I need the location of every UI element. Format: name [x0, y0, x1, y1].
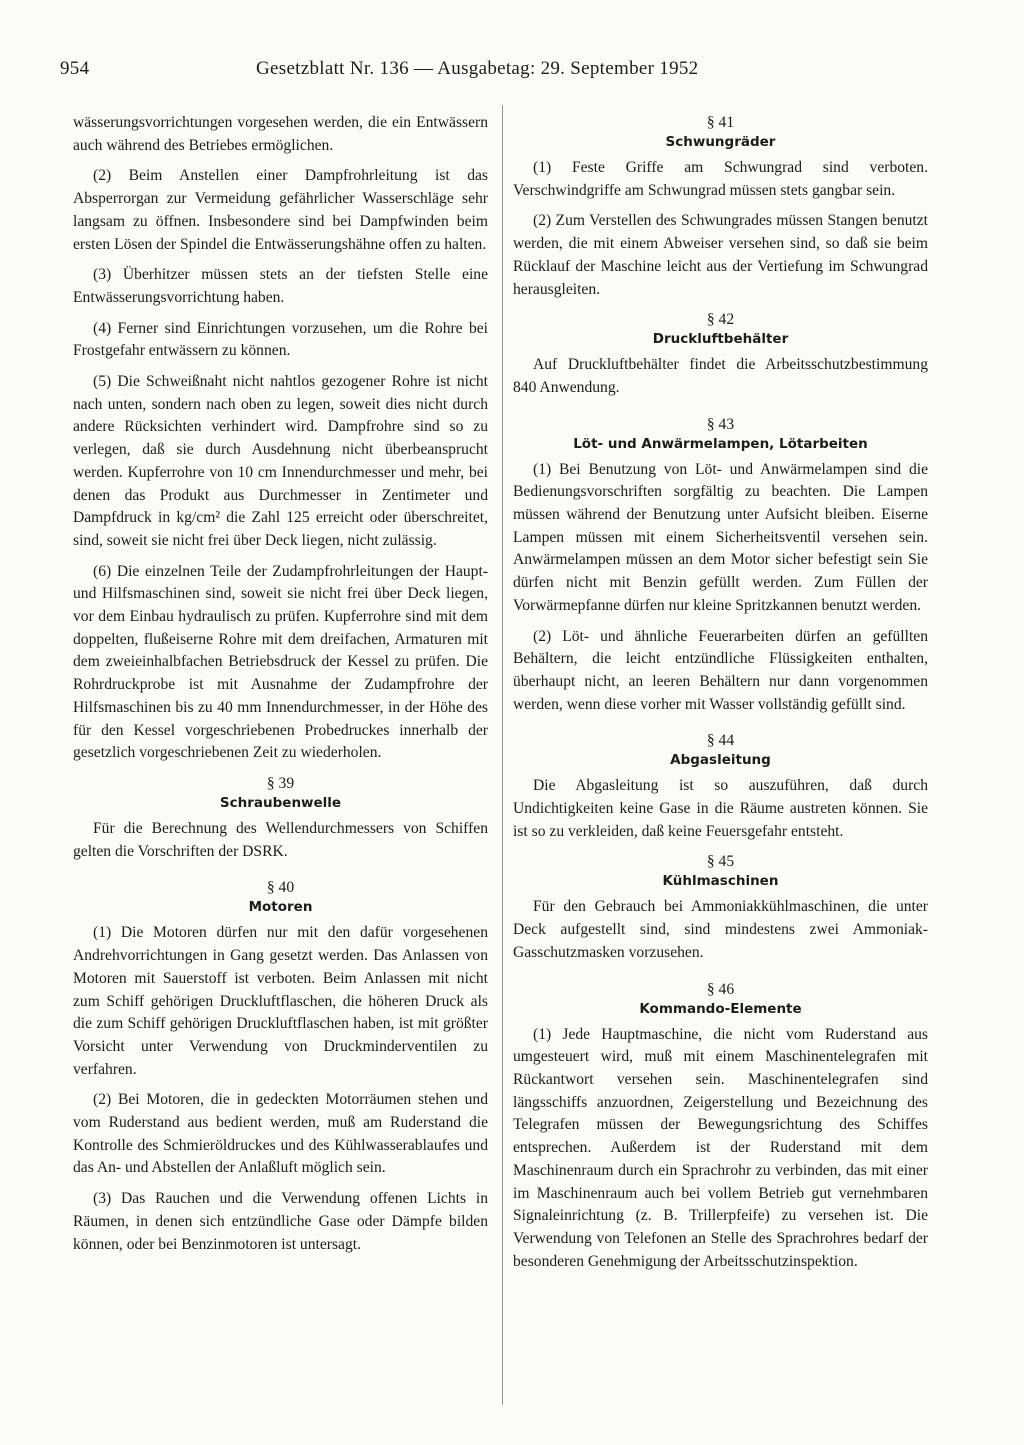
paragraph: (1) Feste Griffe am Schwungrad sind verboten. Verschwindgriffe am Schwungrad müssen stets gangbar sein. [513, 159, 928, 199]
page-number: 954 [60, 58, 90, 79]
paragraph: Die Abgasleitung ist so auszuführen, daß durch Undichtigkeiten keine Gase in die Räume austreten können. Sie ist so zu verkleiden, daß keine Feuersgefahr entsteht. [513, 777, 928, 840]
paragraph: (3) Das Rauchen und die Verwendung offenen Lichts in Räumen, in denen sich entzündliche Gase oder Dämpfe bilden können, oder bei Benzinmotoren ist untersagt. [73, 1190, 488, 1253]
right-column [513, 112, 928, 1281]
section-number: § 39 [266, 774, 295, 792]
paragraph: (5) Die Schweißnaht nicht nahtlos gezogener Rohre ist nicht nach unten, sondern nach oben zu legen, soweit dies nicht durch andere Rücksichten verhindert wird. Dampfrohre sind so zu verlegen, daß sie durch Ausdehnung nicht überbeansprucht werden. Kupferrohre von 10 cm Innendurchmesser und mehr, bei denen das Produkt aus Durchmesser in Zentimeter und Dampfdruck in kg/cm² die Zahl 125 erreicht oder überschreitet, sind, soweit sie nicht frei über Deck liegen, nicht zulässig. [73, 373, 488, 549]
section-number: § 41 [706, 114, 735, 131]
section-number: § 44 [706, 732, 735, 750]
section-title: Löt- und Anwärmelampen, Lötarbeiten [573, 435, 868, 452]
section-title: Schraubenwelle [219, 794, 342, 811]
paragraph: (2) Zum Verstellen des Schwungrades müssen Stangen benutzt werden, die mit einem Abweiser versehen sind, so daß sie beim Rücklauf der Maschine leicht aus der Vertiefung im Schwungrad herausgleiten. [513, 212, 928, 298]
section-title: Kühlmaschinen [662, 873, 779, 890]
section-number: § 43 [706, 415, 735, 433]
paragraph: Für die Berechnung des Wellendurchmessers von Schiffen gelten die Vorschriften der DSRK. [73, 819, 488, 860]
paragraph: (2) Beim Anstellen einer Dampfrohrleitung ist das Absperrorgan zur Vermeidung gefährlicher Wasserschläge sehr langsam zu öffnen. Insbesondere sind bei Dampfwinden beim ersten Lösen der Spindel die Entwässerungshähne offen zu halten. [73, 167, 488, 253]
paragraph: (1) Die Motoren dürfen nur mit den dafür vorgesehenen Andrehvorrichtungen in Gang gesetzt werden. Das Anlassen von Motoren mit Sauerstoff ist verboten. Beim Anlassen mit nicht zum Schiff gehörigen Druckluftflaschen, die höheren Druck als die zum Schiff gehörigen Druckluftflaschen haben, ist mit größter Vorsicht unter Verwendung von Druckminderventilen zu verfahren. [73, 924, 488, 1078]
paragraph: (2) Bei Motoren, die in gedeckten Motorräumen stehen und vom Ruderstand aus bedient werden, muß am Ruderstand die Kontrolle des Schmieröldruckes und des Kühlwasserablaufes und das An- und Abstellen der Anlaßluft möglich sein. [73, 1091, 488, 1177]
section-number: § 40 [266, 879, 295, 897]
paragraph: (6) Die einzelnen Teile der Zudampfrohrleitungen der Haupt- und Hilfsmaschinen sind, soweit sie nicht frei über Deck liegen, vor dem Einbau hydraulisch zu prüfen. Kupferrohre sind mit dem doppelten, flußeiserne Rohre mit dem dreifachen, Armaturen mit dem zweieinhalbfachen Betriebsdruck der Kessel zu prüfen. Die Rohrdruckprobe ist mit Ausnahme der Zudampfrohre der Hilfsmaschinen bis zu 40 mm Innendurchmesser, in der Höhe des für den Kessel vorgeschriebenen Probedruckes innerhalb der gesetzlich vorgeschriebenen Zeit zu wiederholen. [73, 562, 488, 762]
section-number: § 46 [706, 980, 735, 998]
section-title: Druckluftbehälter [652, 331, 789, 348]
paragraph: (3) Überhitzer müssen stets an der tiefsten Stelle eine Entwässerungsvorrichtung haben. [73, 266, 488, 306]
section-number: § 42 [706, 311, 735, 329]
section-title: Kommando-Elemente [639, 1000, 802, 1017]
page-header [60, 58, 960, 92]
section-title: Schwungräder [665, 134, 776, 150]
column-divider [502, 105, 503, 1405]
paragraph: (4) Ferner sind Einrichtungen vorzusehen, um die Rohre bei Frostgefahr entwässern zu können. [73, 319, 488, 360]
section-title: Motoren [248, 899, 313, 916]
paragraph: (2) Löt- und ähnliche Feuerarbeiten dürfen an gefüllten Behältern, die leicht entzündliche Flüssigkeiten enthalten, überhaupt nicht, an leeren Behältern nur dann vorgenommen werden, wenn diese vorher mit Wasser vollständig gefüllt sind. [513, 627, 928, 713]
paragraph: Für den Gebrauch bei Ammoniakkühlmaschinen, die unter Deck aufgestellt sind, sind mindestens zwei Ammoniak-Gasschutzmasken vorzusehen. [513, 898, 928, 961]
paragraph: Auf Druckluftbehälter findet die Arbeitsschutzbestimmung 840 Anwendung. [513, 356, 928, 396]
section-title: Abgasleitung [670, 752, 771, 769]
header-title: Gesetzblatt Nr. 136 — Ausgabetag: 29. September 1952 [256, 58, 699, 79]
section-number: § 45 [706, 853, 735, 871]
left-column [73, 112, 488, 1264]
paragraph: wässerungsvorrichtungen vorgesehen werden, die ein Entwässern auch während des Betriebes ermöglichen. [73, 114, 488, 154]
paragraph: (1) Bei Benutzung von Löt- und Anwärmelampen sind die Bedienungsvorschriften sorgfältig zu beachten. Die Lampen müssen während der Benutzung unter Aufsicht bleiben. Eiserne Lampen müssen mit einem Sicherheitsventil versehen sein. Anwärmelampen müssen an dem Motor sicher befestigt sein Sie dürfen nicht mit Benzin gefüllt werden. Zum Füllen der Vorwärmepfanne dürfen nur kleine Spritzkannen benutzt werden. [513, 460, 928, 614]
paragraph: (1) Jede Hauptmaschine, die nicht vom Ruderstand aus umgesteuert wird, muß mit einem Maschinentelegrafen mit Rückantwort versehen sein. Maschinentelegrafen sind längsschiffs anzuordnen, Zeigerstellung und Bezeichnung des Telegrafen müssen der Bewegungsrichtung des Schiffes entsprechen. Außerdem ist der Ruderstand mit dem Maschinenraum durch ein Sprachrohr zu verbinden, das mit einer im Maschinenraum auch bei vollem Betrieb gut vernehmbaren Signaleinrichtung (z. B. Trillerpfeife) zu versehen ist. Die Verwendung von Telefonen an Stelle des Sprachrohres bedarf der besonderen Genehmigung der Arbeitsschutzinspektion. [513, 1025, 928, 1270]
